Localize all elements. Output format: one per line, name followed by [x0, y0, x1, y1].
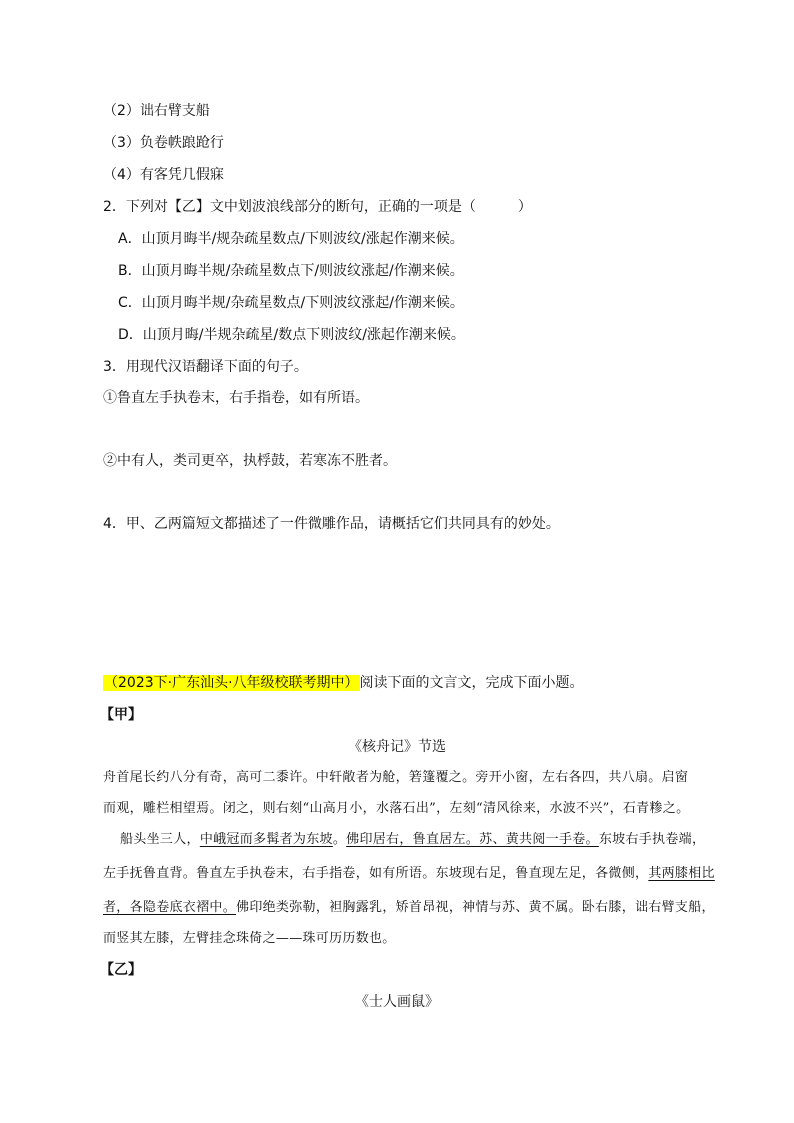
option-a: A．山顶月晦半/规杂疏星数点/下则波纹/涨起作潮来候。 [118, 231, 464, 247]
option-c: C．山顶月晦半规/杂疏星数点/下则波纹涨起/作潮来候。 [118, 295, 464, 311]
p2-line2-underline: 其两膝相比 [648, 866, 715, 881]
label-yi [100, 960, 142, 980]
source-tag: （2023下·广东汕头·八年级校联考期中） [104, 675, 359, 691]
question-4-stem: 4．甲、乙两篇短文都描述了一件微雕作品，请概括它们共同具有的妙处。 [103, 516, 560, 532]
option-d: D．山顶月晦/半规杂疏星/数点下则波纹/涨起作潮来候。 [118, 327, 465, 343]
jia-para2-line3 [103, 898, 715, 918]
jia-para1-line2: 而观，雕栏相望焉。闭之，则右刻“山高月小，水落石出”，左刻“清风徐来，水波不兴”，石青糁之。 [103, 801, 690, 816]
jia-para1-line1: 舟首尾长约八分有奇，高可二黍许。中轩敞者为舱，箬篷覆之。旁开小窗，左右各四，共八扇。启窗 [103, 770, 689, 785]
passage-source-line [103, 673, 584, 693]
label-yi-text: 【乙】 [100, 962, 142, 978]
p2-text-a: 船头坐三人， [120, 832, 200, 847]
jia-para2-line1 [120, 830, 705, 850]
jia-para2-line4: 而竖其左膝，左臂挂念珠倚之——珠可历历数也。 [103, 931, 396, 946]
sub-item-4: （4）有客凭几假寐 [103, 167, 224, 183]
jia-para2-line2 [103, 864, 715, 884]
question-3-sentence-1: ①鲁直左手执卷末，右手指卷，如有所语。 [103, 390, 369, 406]
p2-text-b: 。 [332, 832, 347, 847]
passage-instruction: 阅读下面的文言文，完成下面小题。 [359, 675, 584, 691]
p2-line3-text: 佛印绝类弥勒，袒胸露乳，矫首昂视，神情与苏、黄不属。卧右膝，诎右臂支船， [236, 900, 715, 915]
question-3-sentence-2: ②中有人，类司更卒，执桴鼓，若寒冻不胜者。 [103, 453, 397, 469]
sub-item-2: （2）诎右臂支船 [103, 103, 210, 119]
p2-line3-underline: 者，各隐卷底衣褶中。 [103, 900, 237, 915]
sub-item-3: （3）负卷帙踉跄行 [103, 135, 224, 151]
p2-underline-2: 佛印居右，鲁直居左。苏、黄共阅一手卷。 [346, 832, 599, 847]
question-2-stem: 2．下列对【乙】文中划波浪线部分的断句，正确的一项是（ ） [103, 199, 532, 215]
p2-line2-text: 左手抚鲁直背。鲁直左手执卷末，右手指卷，如有所语。东坡现右足，鲁直现左足，各微侧， [103, 866, 649, 881]
label-jia [100, 705, 142, 725]
passage-yi-title: 《士人画鼠》 [355, 994, 439, 1010]
question-3-stem: 3．用现代汉语翻译下面的句子。 [103, 359, 308, 375]
p2-underline-1: 中峨冠而多髯者为东坡 [199, 832, 333, 847]
label-jia-text: 【甲】 [100, 707, 142, 723]
p2-text-c: 东坡右手执卷端， [598, 832, 706, 847]
passage-jia-title: 《核舟记》节选 [348, 739, 446, 755]
option-b: B．山顶月晦半规/杂疏星数点下/则波纹涨起/作潮来候。 [118, 263, 464, 279]
